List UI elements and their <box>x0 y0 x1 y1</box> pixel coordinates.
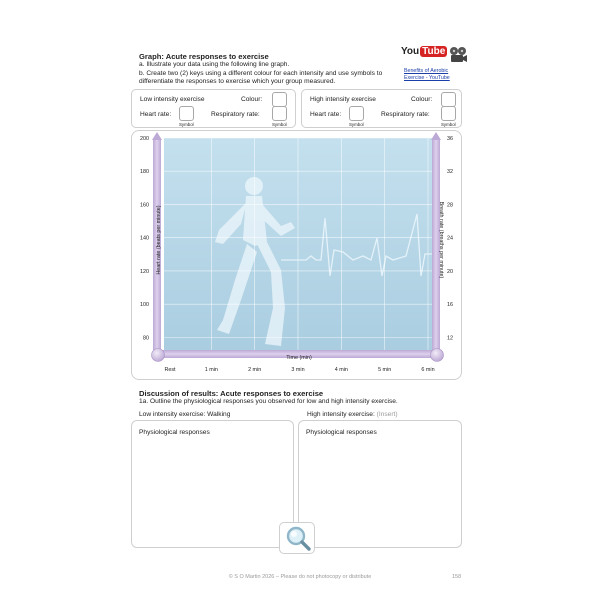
axis-knob-left <box>152 349 165 362</box>
key-low-resp-symbol-label: Symbol <box>272 122 287 127</box>
line-graph <box>131 130 462 380</box>
discussion-title: Discussion of results: Acute responses to exercise <box>139 389 324 398</box>
film-reel-icon <box>449 46 468 64</box>
high-responses-box[interactable] <box>298 420 462 548</box>
key-high-colour-box[interactable] <box>441 92 456 107</box>
footer-copyright: © S O Martin 2026 – Please do not photocopy or distribute <box>228 574 372 580</box>
x-tick-label: 1 min <box>204 367 218 373</box>
y-axis-arrow <box>152 132 162 140</box>
youtube-link-panel[interactable] <box>401 46 466 86</box>
y-tick-label: 200 <box>140 136 149 142</box>
x-tick-label: 2 min <box>248 367 262 373</box>
low-responses-label: Physiological responses <box>139 429 210 436</box>
y2-tick-label: 28 <box>447 202 453 209</box>
axis-knob-right <box>431 349 444 362</box>
y2-tick-label: 20 <box>447 268 453 275</box>
x-tick-label: 4 min <box>334 367 348 373</box>
instruction-b: b. Create two (2) keys using a different colour for each intensity and use symbols to differentiate the responses to exercise which your group measured. <box>139 69 383 86</box>
key-low-colour-box[interactable] <box>272 92 287 107</box>
graph-instructions <box>139 61 409 87</box>
key-high-intensity <box>301 89 462 128</box>
key-low-heart-rate-box[interactable] <box>179 106 194 121</box>
magnifier-icon <box>280 523 316 555</box>
y2-axis-arrow <box>431 132 441 140</box>
key-high-resp-rate-label: Respiratory rate: <box>381 111 430 118</box>
y-tick-label: 120 <box>140 268 149 275</box>
key-low-resp-rate-label: Respiratory rate: <box>211 111 260 118</box>
y2-tick-label: 36 <box>447 136 453 142</box>
youtube-logo-you: You <box>401 46 420 57</box>
key-high-resp-rate-box[interactable] <box>441 106 456 121</box>
key-high-colour-label: Colour: <box>411 96 433 103</box>
y-tick-label: 80 <box>143 335 149 342</box>
x-tick-label: Rest <box>164 367 176 373</box>
key-low-name: Low intensity exercise <box>140 96 205 103</box>
y2-tick-label: 12 <box>447 335 453 342</box>
zoom-button[interactable] <box>279 522 315 554</box>
key-high-heart-rate-box[interactable] <box>349 106 364 121</box>
youtube-link-text[interactable]: Benefits of Aerobic Exercise - YouTube <box>404 68 450 81</box>
high-responses-label: Physiological responses <box>306 429 377 436</box>
y2-axis-label-breath-rate: Breath rate (breaths per minute) <box>438 201 444 279</box>
y2-tick-label: 32 <box>447 169 453 176</box>
discussion-question: 1a. Outline the physiological responses you observed for low and high intensity exercise. <box>139 398 398 405</box>
low-responses-box[interactable] <box>131 420 294 548</box>
key-low-heart-rate-label: Heart rate: <box>140 111 172 118</box>
high-intensity-insert[interactable]: (Insert) <box>376 411 398 418</box>
instruction-a: a. Illustrate your data using the following line graph. <box>139 61 290 68</box>
y2-tick-label: 16 <box>447 302 453 309</box>
key-low-intensity <box>131 89 296 128</box>
key-high-resp-symbol-label: Symbol <box>441 122 456 127</box>
x-tick-label: 6 min <box>421 367 435 373</box>
key-low-colour-label: Colour: <box>241 96 263 103</box>
plot-area <box>164 138 433 354</box>
y-tick-label: 100 <box>140 302 149 309</box>
page-number: 158 <box>452 574 462 580</box>
key-high-heart-symbol-label: Symbol <box>349 122 364 127</box>
key-high-heart-rate-label: Heart rate: <box>310 111 342 118</box>
high-intensity-label <box>307 411 398 418</box>
key-high-name: High intensity exercise <box>310 96 376 103</box>
youtube-logo[interactable] <box>401 46 447 57</box>
y-tick-label: 160 <box>140 202 149 209</box>
key-low-resp-rate-box[interactable] <box>272 106 287 121</box>
y-tick-label: 180 <box>140 169 149 176</box>
y2-tick-label: 24 <box>447 235 453 242</box>
x-tick-label: 5 min <box>378 367 392 373</box>
low-intensity-label: Low intensity exercise: Walking <box>139 411 231 418</box>
x-axis-label: Time (min) <box>286 355 312 361</box>
x-tick-label: 3 min <box>291 367 305 373</box>
y-axis-label-heart-rate: Heart rate (beats per minute) <box>156 205 162 275</box>
graph-section-title: Graph: Acute responses to exercise <box>139 52 269 61</box>
y-tick-label: 140 <box>140 235 149 242</box>
youtube-logo-tube: Tube <box>422 46 446 57</box>
high-intensity-label-text: High intensity exercise: <box>307 411 375 418</box>
key-low-heart-symbol-label: Symbol <box>179 122 194 127</box>
